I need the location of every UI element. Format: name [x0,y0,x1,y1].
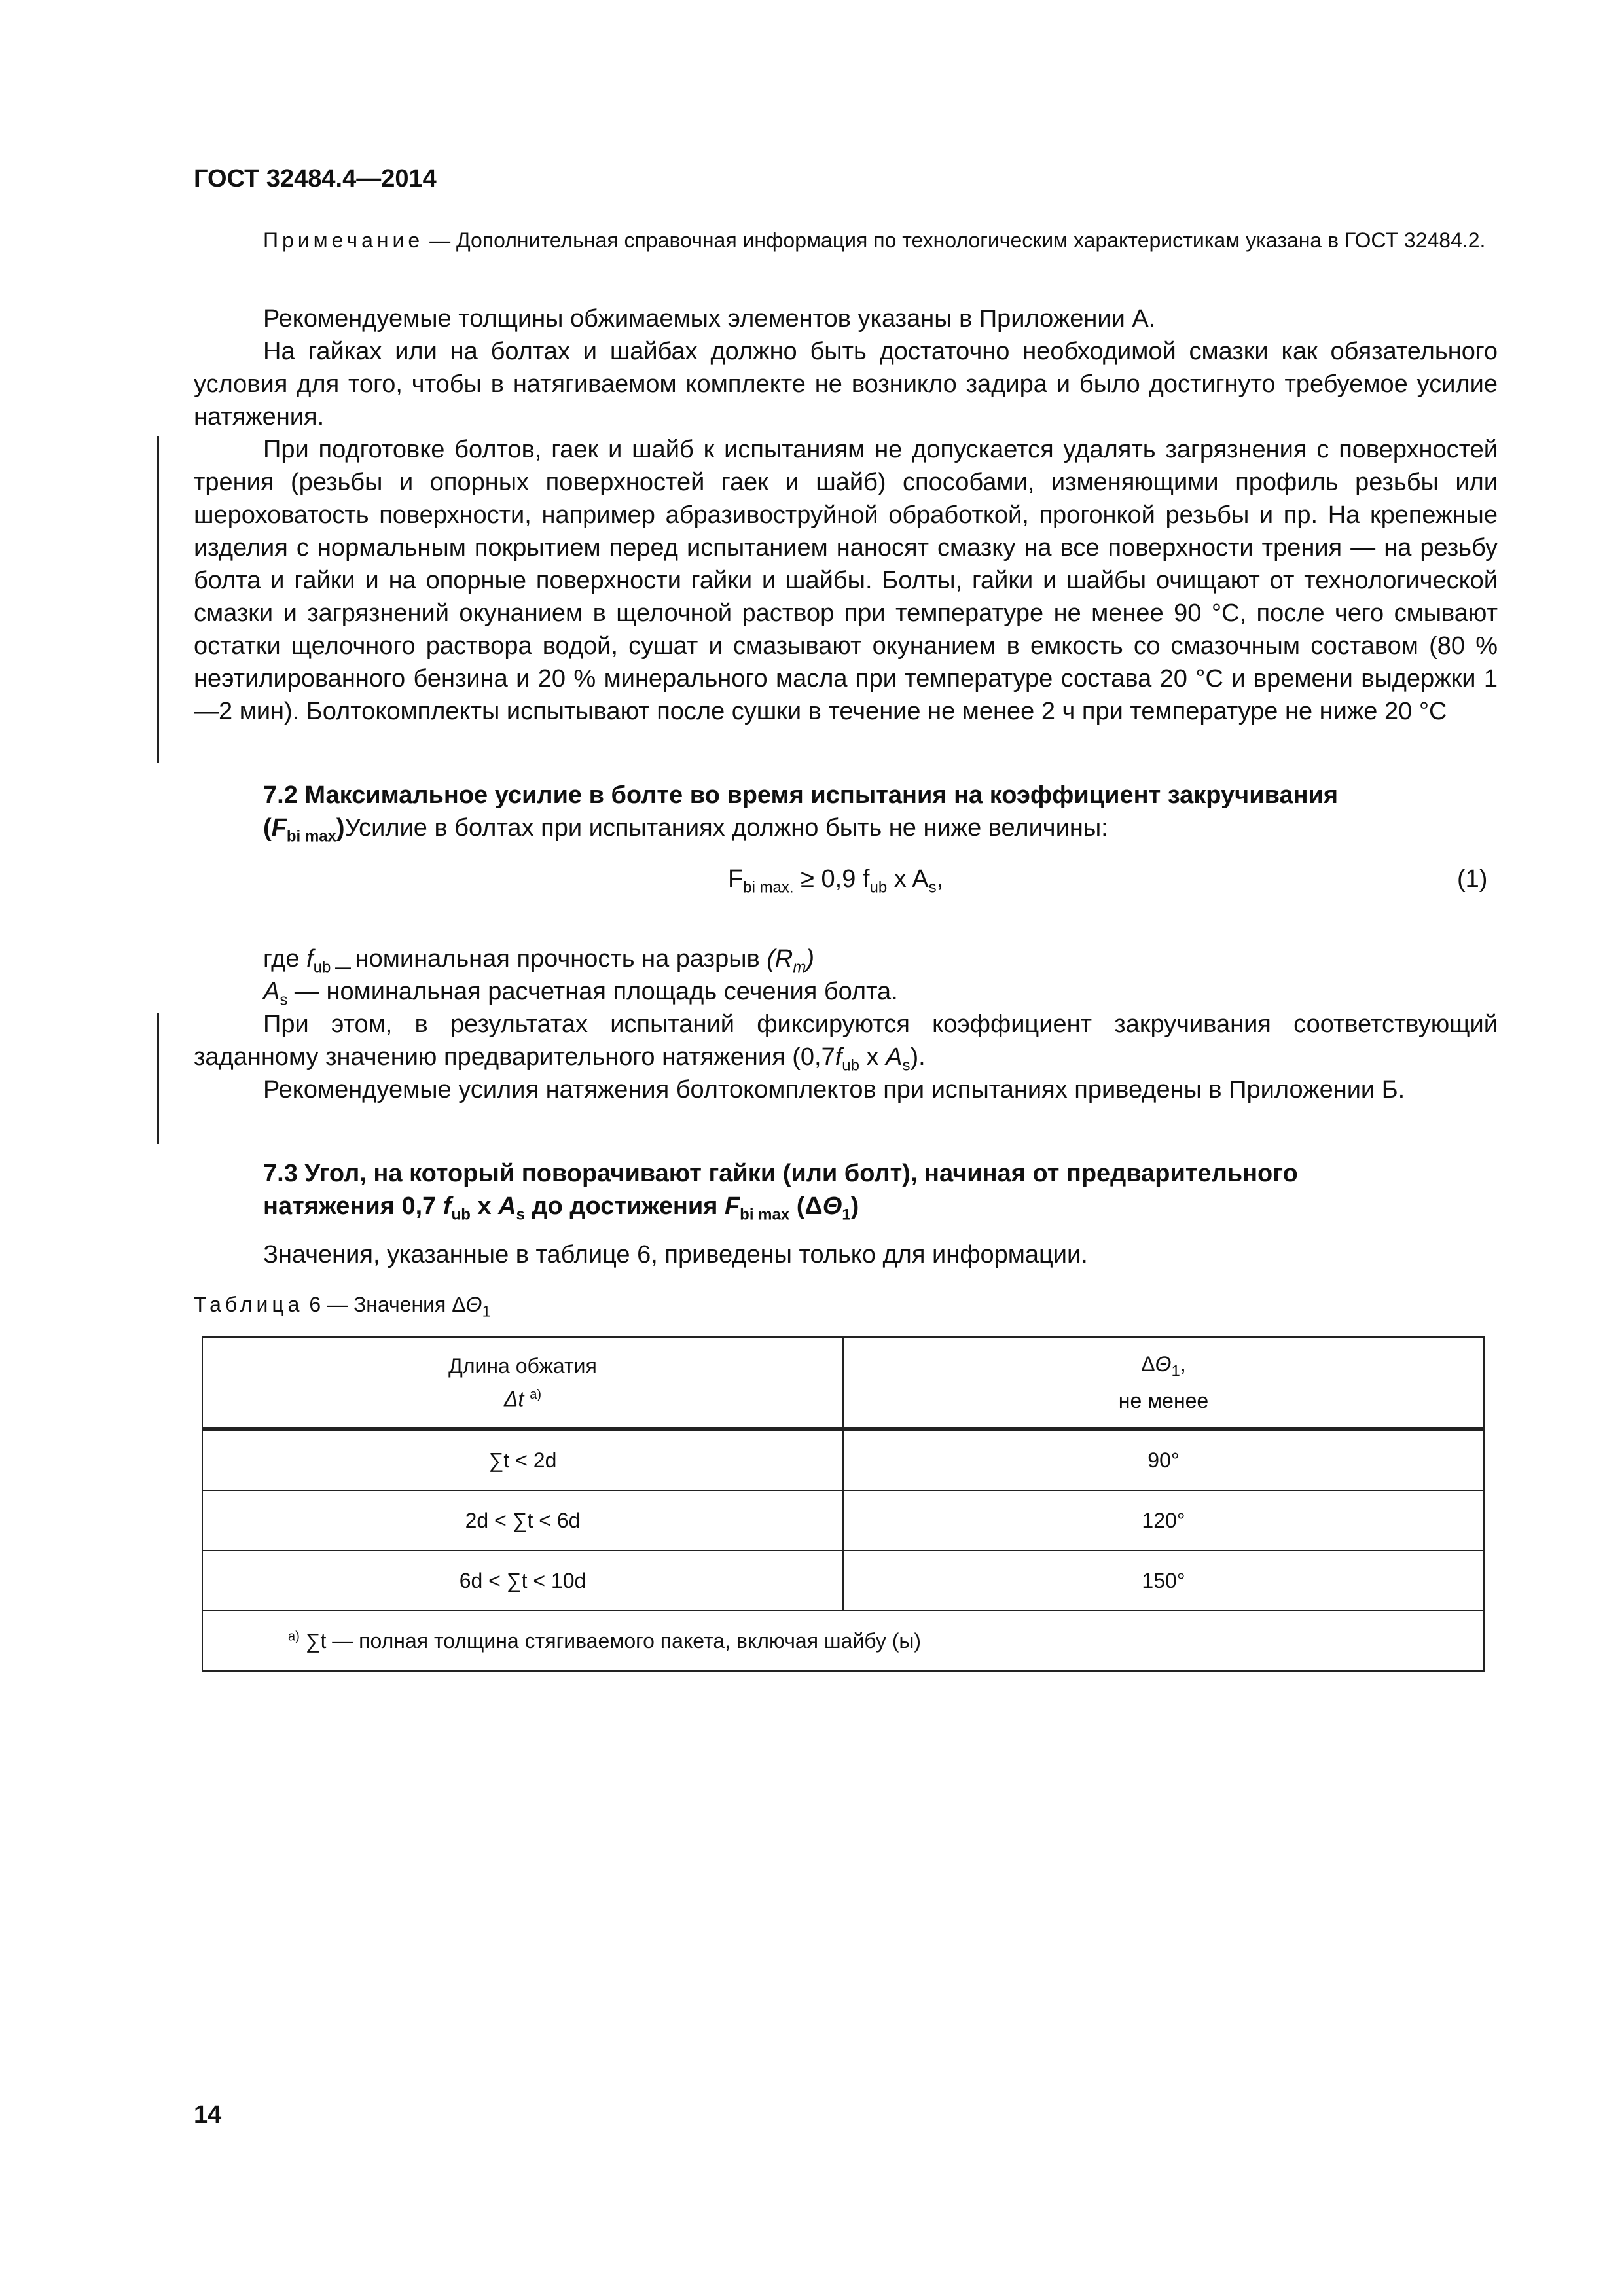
formula-end: , [936,865,944,893]
table-header-row [202,1337,1484,1429]
note-paragraph [194,226,1498,255]
where-A-definition: — номинальная расчетная площадь сечения болта. [287,978,898,1005]
note-text: — Дополнительная справочная информация по технологическим характеристикам указана в ГОСТ 32484.2. [424,228,1486,252]
section-7-3-title-line-1: 7.3 Угол, на который поворачивают гайки (или болт), начиная от предварительного [263,1160,1298,1187]
paragraph-4-A-sub: s [902,1056,911,1075]
fbi-symbol: F [271,814,287,842]
page-number: 14 [194,2101,222,2128]
header-length [202,1337,843,1429]
formula-relation: ≥ 0,9 f [793,865,870,893]
equation-number: (1) [1457,865,1488,893]
paragraph-4-f-sub: ub [842,1056,859,1075]
revision-bar [157,436,159,763]
fbi-subscript: bi max [286,827,336,846]
table-row [202,1490,1484,1551]
table-6 [202,1336,1485,1672]
table-caption-label: Таблица [194,1293,304,1316]
s73-f: f [442,1193,452,1220]
where-prefix: где [263,945,307,973]
document-header: ГОСТ 32484.4—2014 [194,165,437,192]
header-angle-delta: Δ [1141,1352,1155,1376]
note-label: Примечание [263,228,424,252]
formula-F: F [728,865,744,893]
cell-length: 6d < ∑t < 10d [202,1551,843,1611]
formula-f-sub: ub [869,878,888,897]
s73-text-c: (Δ [789,1193,823,1220]
section-7-2-title: 7.2 Максимальное усилие в болте во время испытания на коэффициент закручивания [263,781,1339,809]
formula-times: x A [887,865,929,893]
where-rm-open: (R [767,945,793,973]
s73-theta-sub: 1 [842,1206,851,1224]
paragraph-4-A: A [886,1043,903,1071]
paragraph-3: При подготовке болтов, гаек и шайб к испытаниям не допускается удалять загрязнения с поверхностей трения (резьбы и опорных поверхностей гаек и шайб) способами, изменяющими профиль резьбы или шероховатость поверхности, например абразивоструйной обработкой, прогонкой резьбы и пр. На крепежные изделия с нормальным покрытием перед испытанием наносят смазку на все поверхности трения — на резьбу болта и гайки и на опорные поверхности гайки и шайбы. Болты, гайки и шайбы очищают от технологической смазки и загрязнений окунанием в щелочной раствор при температуре не менее 90 °С, после чего смывают остатки щелочного раствора водой, сушат и смазывают окунанием в емкость со смазочным составом (80 % неэтилированного бензина и 20 % минерального масла при температуре состава 20 °С и времени выдержки 1—2 мин). Болтокомплекты испытывают после сушки в течение не менее 2 ч при температуре не ниже 20 °С [194,436,1498,725]
fbi-close-paren: ) [336,814,345,842]
formula-A-sub: s [928,878,937,897]
paragraph-5: Рекомендуемые усилия натяжения болтокомплектов при испытаниях приведены в Приложении Б. [263,1076,1405,1103]
cell-length: 2d < ∑t < 6d [202,1490,843,1551]
table-6-caption [194,1293,491,1321]
cell-angle: 150° [843,1551,1484,1611]
table-row [202,1429,1484,1490]
header-angle-sub: 1 [1171,1362,1180,1380]
where-A: A [263,978,280,1005]
revision-bar [157,1013,159,1144]
paragraph-4-text: При этом, в результатах испытаний фиксируются коэффициент закручивания соответствующий заданному значению предварительного натяжения (0,7 [194,1011,1498,1071]
s73-A: A [498,1193,516,1220]
formula-1 [728,865,943,897]
s73-text-d: ) [850,1193,859,1220]
section-7-2-subline [263,812,1108,853]
table-row [202,1551,1484,1611]
header-length-label: Длина обжатия [448,1354,597,1378]
footnote-mark: а) [288,1628,300,1643]
header-length-footnote-mark: а) [530,1387,542,1402]
cell-angle: 90° [843,1429,1484,1490]
paragraph-4-end: ). [910,1043,926,1071]
table-footnote-row [202,1611,1484,1671]
table-caption-theta: Θ [465,1293,482,1316]
where-rm-close: ) [806,945,815,973]
where-A-sub: s [280,991,288,1009]
header-angle-comma: , [1180,1352,1186,1376]
section-7-2-continuation: Усилие в болтах при испытаниях должно быть не ниже величины: [344,814,1108,842]
s73-text-b: до достижения [524,1193,725,1220]
where-f-sub: ub — [313,958,355,977]
s73-F-sub: bi max [740,1206,790,1224]
s73-text-a: натяжения 0,7 [263,1193,443,1220]
header-angle-theta: Θ [1155,1352,1172,1376]
formula-F-sub: bi max. [743,878,794,897]
header-angle-min-label: не менее [1118,1388,1209,1412]
table-caption-sub: 1 [482,1302,491,1321]
paragraph-4-x: x [859,1043,886,1071]
table-caption-rest: 6 — Значения Δ [303,1293,466,1316]
section-7-3-info: Значения, указанные в таблице 6, приведены только для информации. [263,1241,1088,1268]
where-f-definition: номинальная прочность на разрыв [355,945,767,973]
fbi-open-paren: ( [263,814,272,842]
s73-f-sub: ub [451,1206,471,1224]
section-7-3-title-line-2 [263,1190,859,1232]
s73-A-sub: s [516,1206,525,1224]
cell-length: ∑t < 2d [202,1429,843,1490]
s73-F: F [724,1193,740,1220]
footnote-text: ∑t — полная толщина стягиваемого пакета, включая шайбу (ы) [299,1628,922,1653]
table-footnote [202,1611,1484,1671]
paragraph-2: На гайках или на болтах и шайбах должно быть достаточно необходимой смазки как обязательного условия для того, чтобы в натягиваемом комплекте не возникло задира и было достигнуто требуемое усилие натяжения. [194,338,1498,431]
where-rm-sub: m [793,958,806,977]
header-length-symbol: Δt [503,1387,524,1411]
header-angle [843,1337,1484,1429]
s73-theta: Θ [822,1193,842,1220]
where-f: f [306,945,314,973]
cell-angle: 120° [843,1490,1484,1551]
s73-x: x [470,1193,499,1220]
paragraph-1: Рекомендуемые толщины обжимаемых элементов указаны в Приложении А. [263,305,1156,332]
paragraph-4-f: f [835,1043,842,1071]
paragraph-4 [194,1008,1498,1083]
